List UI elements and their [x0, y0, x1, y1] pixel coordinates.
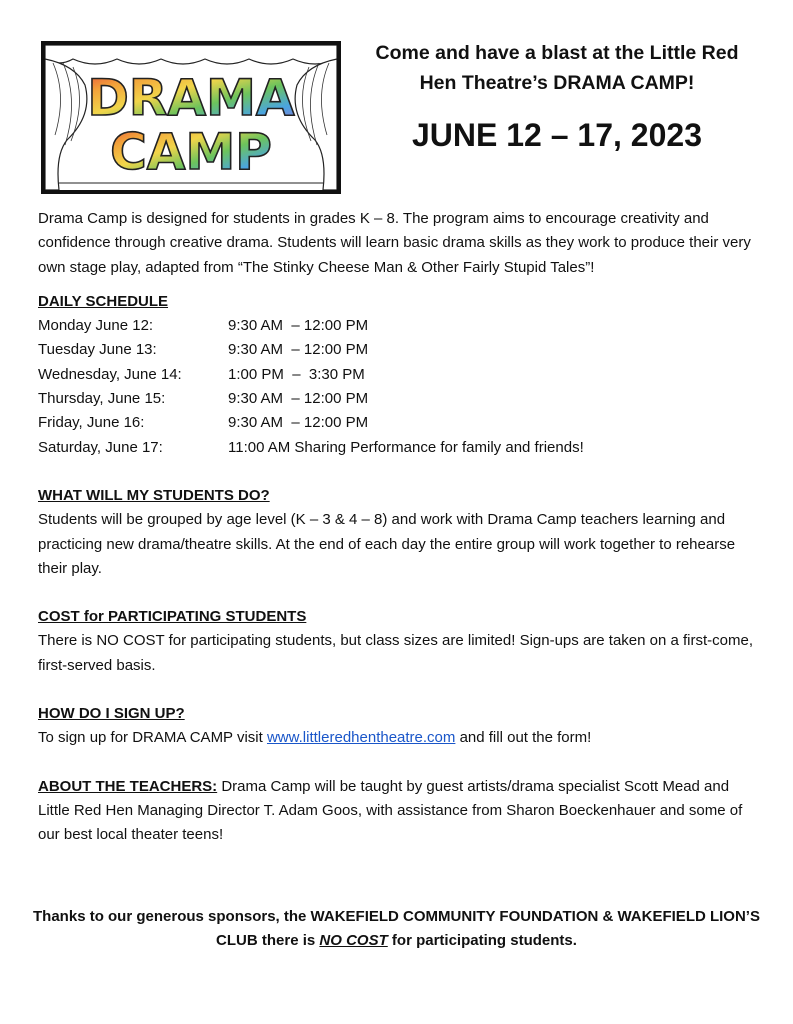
signup-text-before: To sign up for DRAMA CAMP visit [38, 729, 267, 747]
schedule-day: Friday, June 16: [38, 414, 145, 432]
headline: Come and have a blast at the Little Red Hen Theatre’s DRAMA CAMP! [375, 42, 739, 94]
schedule-day: Thursday, June 15: [38, 390, 166, 408]
signup-section [38, 702, 758, 751]
intro-paragraph: Drama Camp is designed for students in grades K – 8. The program aims to encourage creativity and confidence through creative drama. Students will learn basic drama skills as they work to produce their very own stage play, adapted from “The Stinky Cheese Man & Other Fairly Stupid Tales”! [38, 210, 751, 276]
footer-text-after: for participating students. [387, 932, 577, 950]
schedule-time: 9:30 AM – 12:00 PM [228, 414, 369, 432]
students-heading: WHAT WILL MY STUDENTS DO? [38, 486, 270, 504]
flyer-body [38, 207, 758, 848]
footer-emphasis: NO COST [319, 932, 388, 950]
teachers-body: Drama Camp will be taught by guest artists/drama specialist Scott Mead and Little Red Hen Managing Director T. Adam Goos, with assistance from Sharon Boeckenhauer and some of our best local theater teens! [38, 777, 743, 844]
schedule-row [38, 338, 758, 362]
students-body: Students will be grouped by age level (K – 3 & 4 – 8) and work with Drama Camp teachers learning and practicing new drama/theatre skills. At the end of each day the entire group will work together to rehearse their play. [38, 511, 736, 577]
schedule-day: Tuesday June 13: [38, 341, 157, 359]
schedule-time: 11:00 AM Sharing Performance for family and friends! [228, 438, 584, 456]
schedule-time: 9:30 AM – 12:00 PM [228, 317, 369, 335]
schedule-row [38, 411, 758, 435]
schedule-row [38, 314, 758, 338]
teachers-paragraph [38, 775, 758, 848]
signup-heading: HOW DO I SIGN UP? [38, 705, 185, 723]
footer-text-before: Thanks to our generous sponsors, the WAKEFIELD COMMUNITY FOUNDATION & WAKEFIELD LION’S CLUB there is [33, 908, 760, 950]
schedule-time: 1:00 PM – 3:30 PM [228, 365, 365, 383]
cost-section [38, 605, 758, 678]
signup-text-after: and fill out the form! [455, 729, 592, 747]
logo-line-camp: CAMP [110, 123, 272, 181]
sponsor-footer [30, 905, 763, 954]
schedule-row [38, 436, 758, 460]
schedule-row [38, 387, 758, 411]
students-section [38, 484, 758, 581]
teachers-section [38, 775, 758, 848]
logo-line-drama: DRAMA [87, 69, 295, 127]
schedule-day: Monday June 12: [38, 317, 154, 335]
event-dates: JUNE 12 – 17, 2023 [412, 117, 702, 153]
curtain-stage-icon [45, 45, 337, 190]
signup-body [38, 726, 758, 750]
schedule-time: 9:30 AM – 12:00 PM [228, 341, 369, 359]
cost-heading: COST for PARTICIPATING STUDENTS [38, 608, 307, 626]
schedule-day: Saturday, June 17: [38, 438, 163, 456]
drama-camp-logo [41, 41, 341, 194]
daily-schedule [38, 290, 758, 460]
website-link[interactable]: www.littleredhentheatre.com [266, 729, 456, 747]
schedule-day: Wednesday, June 14: [38, 365, 182, 383]
schedule-time: 9:30 AM – 12:00 PM [228, 390, 369, 408]
schedule-row [38, 363, 758, 387]
teachers-heading: ABOUT THE TEACHERS: [38, 777, 218, 795]
schedule-rows [38, 314, 758, 460]
cost-body: There is NO COST for participating students, but class sizes are limited! Sign-ups are taken on a first-come, first-served basis. [38, 632, 754, 674]
schedule-heading: DAILY SCHEDULE [38, 292, 169, 310]
